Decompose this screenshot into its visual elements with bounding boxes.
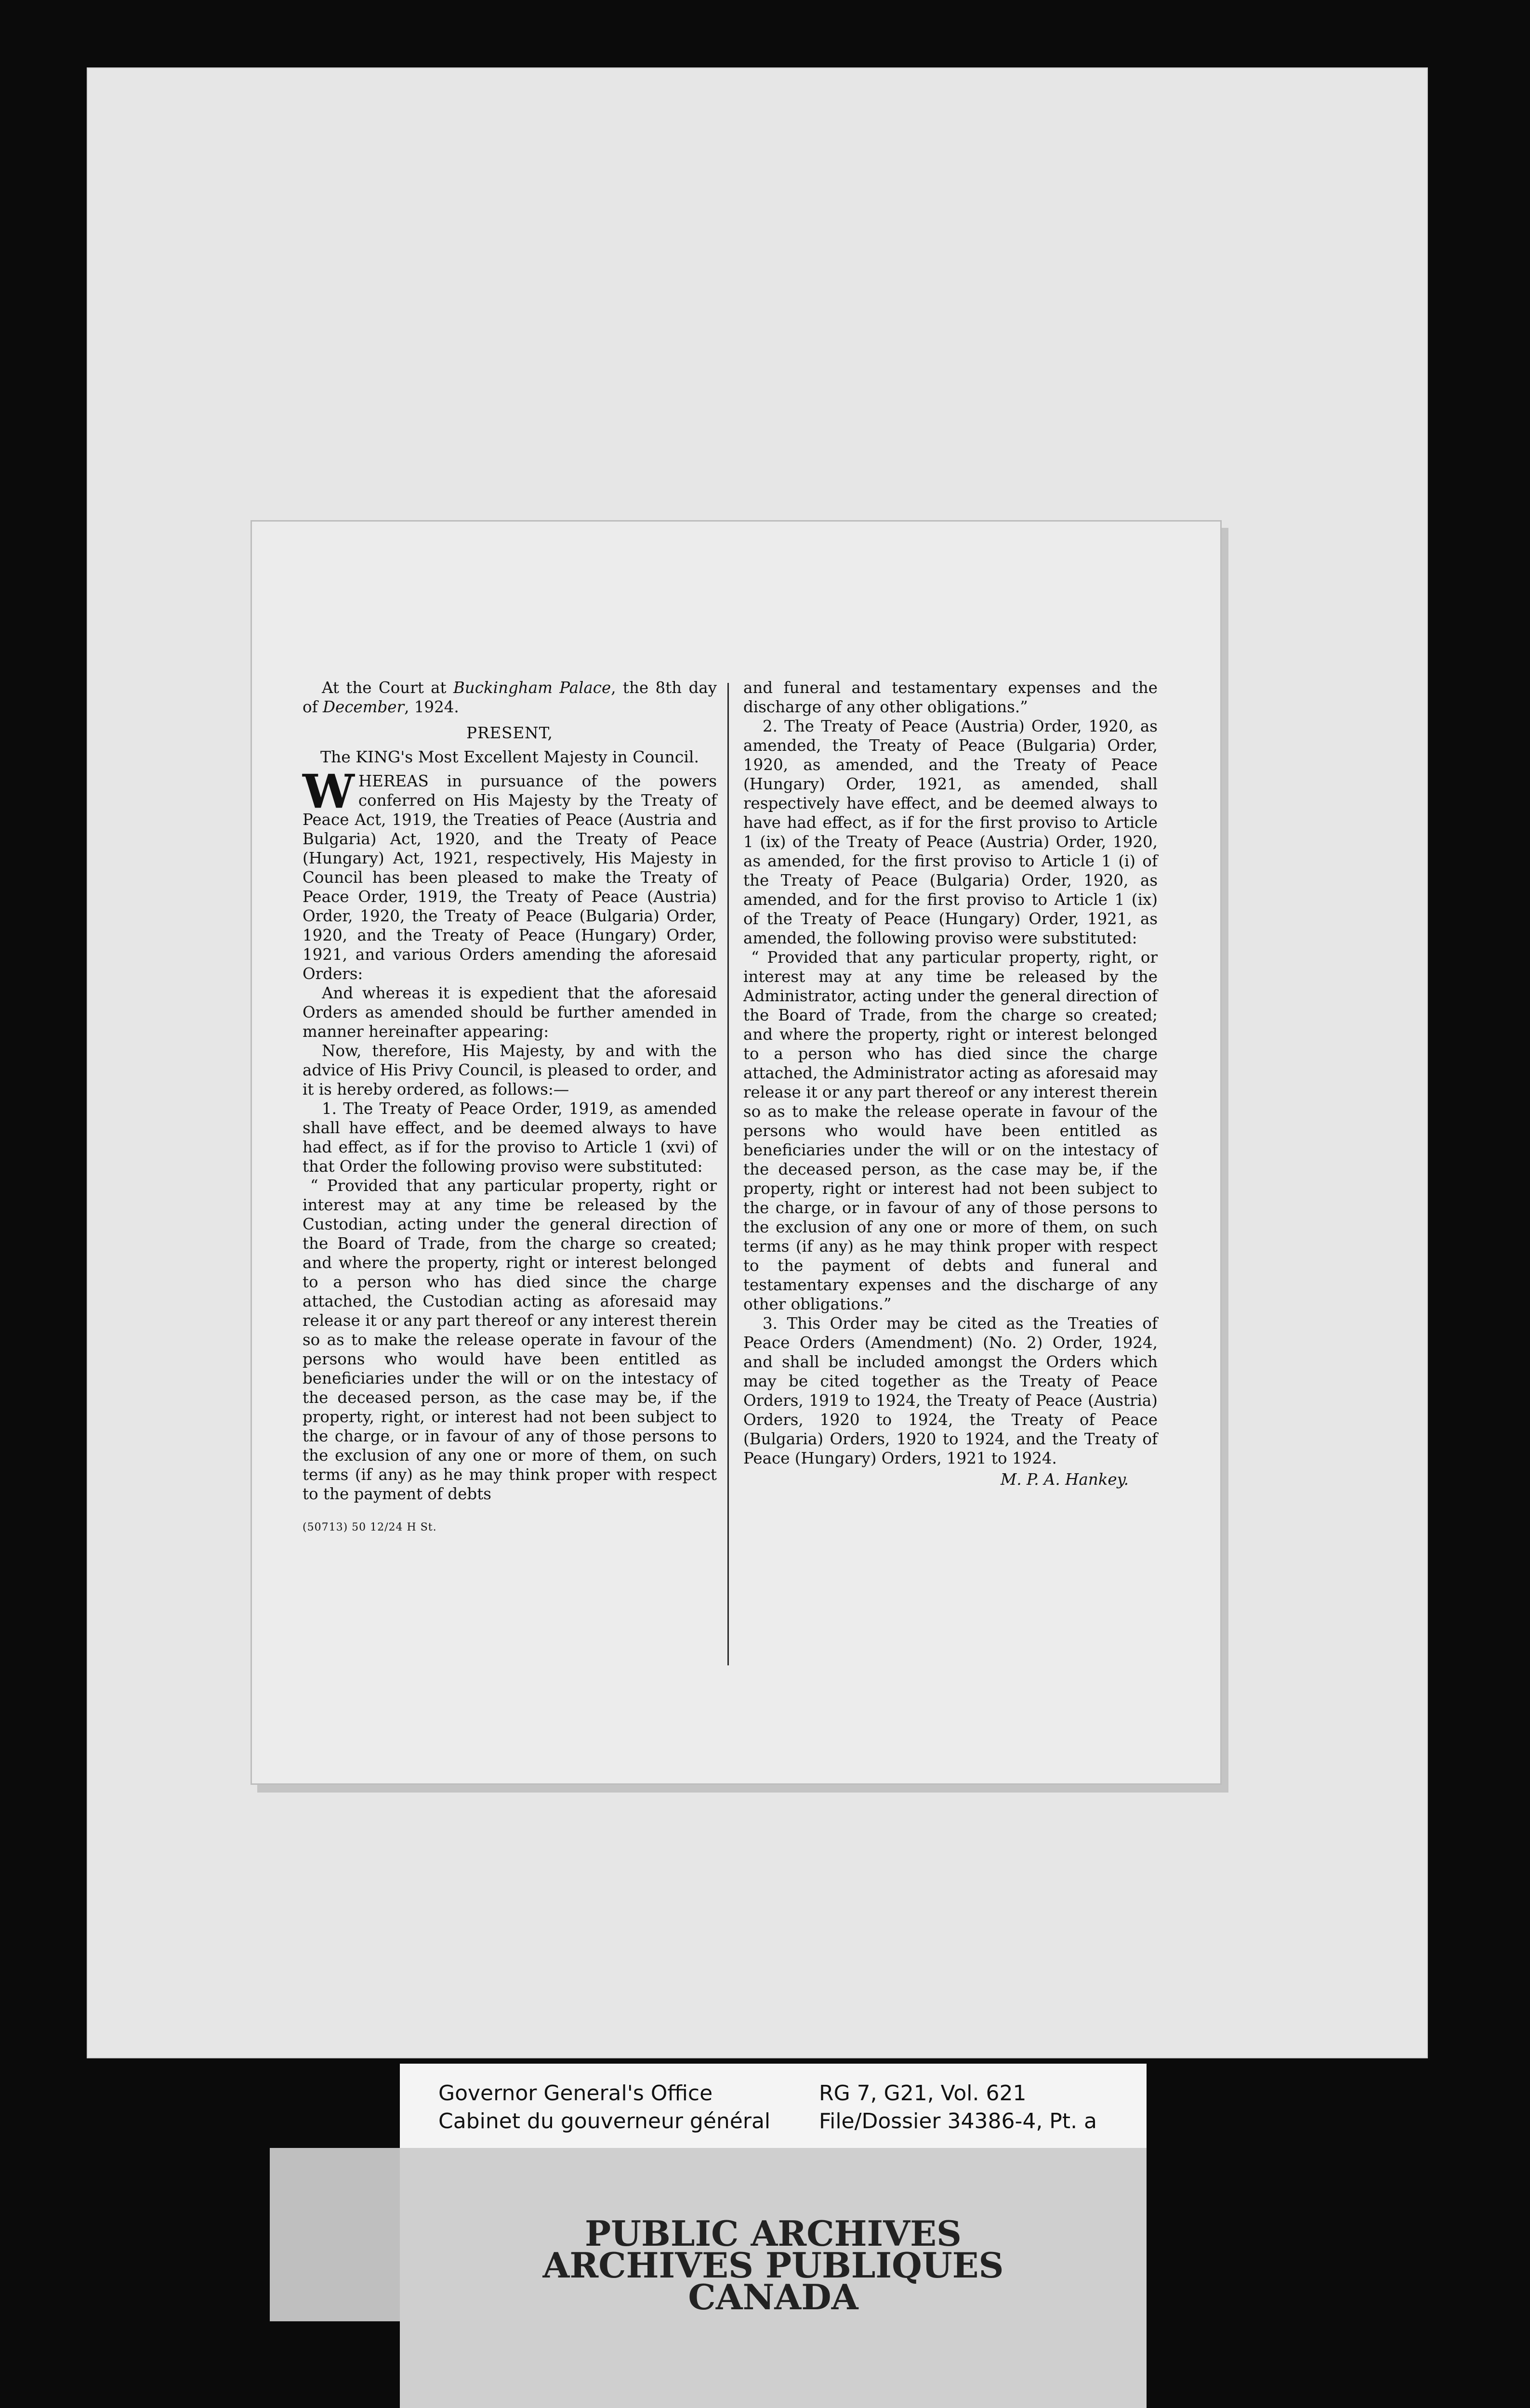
office-name-en: Governor General's Office	[438, 2081, 713, 2106]
stamp-line: PUBLIC ARCHIVES	[585, 2213, 962, 2254]
paragraph-expedient: And whereas it is expedient that the aforesaid Orders as amended should be further amended in manner hereinafter appearing:	[303, 984, 717, 1041]
stamp-line: ARCHIVES PUBLIQUES	[542, 2245, 1004, 2286]
whereas-paragraph	[303, 764, 717, 983]
paragraph-3: 3. This Order may be cited as the Treaties of Peace Orders (Amendment) (No. 2) Order, 1924, and shall be included amongst the Orders which may be cited together as the Treaty of Peace Orders, 1919 to 1924, the Treaty of Peace (Austria) Orders, 1920 to 1924, the Treaty of Peace (Bulgaria) Orders, 1920 to 1924, and the Treaty of Peace (Hungary) Orders, 1921 to 1924.	[743, 1314, 1158, 1467]
paragraph-2: 2. The Treaty of Peace (Austria) Order, 1920, as amended, the Treaty of Peace (Bulgaria) Order, 1920, as amended, and the Treaty of Peace (Hungary) Order, 1921, as amended, shall respectively have effect, and be deemed always to have had effect, as if for the first proviso to Article 1 (ix) of the Treaty of Peace (Austria) Order, 1920, as amended, for the first proviso to Article 1 (i) of the Treaty of Peace (Bulgaria) Order, 1920, as amended, and for the first proviso to Article 1 (ix) of the Treaty of Peace (Hungary) Order, 1921, as amended, the following proviso were substituted:	[743, 717, 1158, 947]
paragraph-1: 1. The Treaty of Peace Order, 1919, as amended shall have effect, and be deemed always to have had effect, as if for the proviso to Article 1 (xvi) of that Order the following proviso were substituted:	[303, 1099, 717, 1176]
court-text: , the 8th day of	[303, 679, 717, 716]
archives-stamp	[400, 2148, 1147, 2408]
record-group-reference: RG 7, G21, Vol. 621	[819, 2081, 1027, 2106]
proviso-quote-1: “ Provided that any particular property, right or interest may at any time be released by the Custodian, acting under the general direction of the Board of Trade, from the charge so created; and where the property, right or interest belonged to a person who has died since the charge attached, the Custodian acting as aforesaid may release it or any part thereof or any interest therein so as to make the release operate in favour of the persons who would have been entitled as beneficiaries under the will or on the intestacy of the deceased person, as the case may be, if the property, right, or interest had not been subject to the charge, or in favour of any of those persons to the exclusion of any one or more of them, on such terms (if any) as he may think proper with respect to the payment of debts	[303, 1177, 717, 1503]
court-text: , 1924.	[404, 698, 459, 716]
text-column-right	[743, 678, 1158, 1489]
stamp-line: CANADA	[688, 2277, 858, 2317]
order-in-council-clipping	[251, 520, 1222, 1785]
archive-reference-label	[400, 2064, 1147, 2148]
proviso-quote-2: “ Provided that any particular property, right, or interest may at any time be released by the Administrator, acting under the general direction of the Board of Trade, from the charge so created; and where the property, right or interest belonged to a person who has died since the charge attached, the Administrator acting as aforesaid may release it or any part thereof or any interest therein so as to make the release operate in favour of the persons who would have been entitled as beneficiaries under the will or on the intestacy of the deceased person, as the case may be, if the property, right or interest had not been subject to the charge, or in favour of any of those persons to the exclusion of any one or more of them, on such terms (if any) as he may think proper with respect to the payment of debts and funeral and testamentary expenses and the discharge of any other obligations.”	[743, 948, 1158, 1313]
whereas-text: HEREAS in pursuance of the powers conferred on His Majesty by the Treaty of Peace Act, 1919, the Treaties of Peace (Austria and Bulgaria) Act, 1920, and the Treaty of Peace (Hungary) Act, 1921, respectively, His Majesty in Council has been pleased to make the Treaty of Peace Order, 1919, the Treaty of Peace (Austria) Order, 1920, the Treaty of Peace (Bulgaria) Order, 1920, and the Treaty of Peace (Hungary) Order, 1921, and various Orders amending the aforesaid Orders:	[303, 772, 717, 983]
stamp-text	[400, 2213, 1147, 2317]
court-place: Buckingham Palace	[453, 679, 611, 697]
council-line: The KING's Most Excellent Majesty in Council.	[320, 747, 699, 766]
court-date: December	[322, 698, 405, 716]
drop-cap: W	[303, 764, 355, 819]
proviso-quote-1-continued: and funeral and testamentary expenses and the discharge of any other obligations.”	[743, 679, 1158, 716]
text-column-left	[303, 678, 717, 1537]
paragraph-now-therefore: Now, therefore, His Majesty, by and with the advice of His Privy Council, is pleased to order, and it is hereby ordered, as follows:—	[303, 1042, 717, 1099]
signature: M. P. A. Hankey.	[1001, 1470, 1129, 1489]
file-reference: File/Dossier 34386-4, Pt. a	[819, 2109, 1097, 2133]
court-line	[303, 678, 717, 717]
office-name-fr: Cabinet du gouverneur général	[438, 2109, 771, 2133]
column-divider	[727, 683, 729, 1665]
court-text: At the Court at	[322, 679, 453, 697]
present-heading: PRESENT,	[466, 724, 553, 742]
print-code: (50713) 50 12/24 H St.	[303, 1521, 437, 1533]
